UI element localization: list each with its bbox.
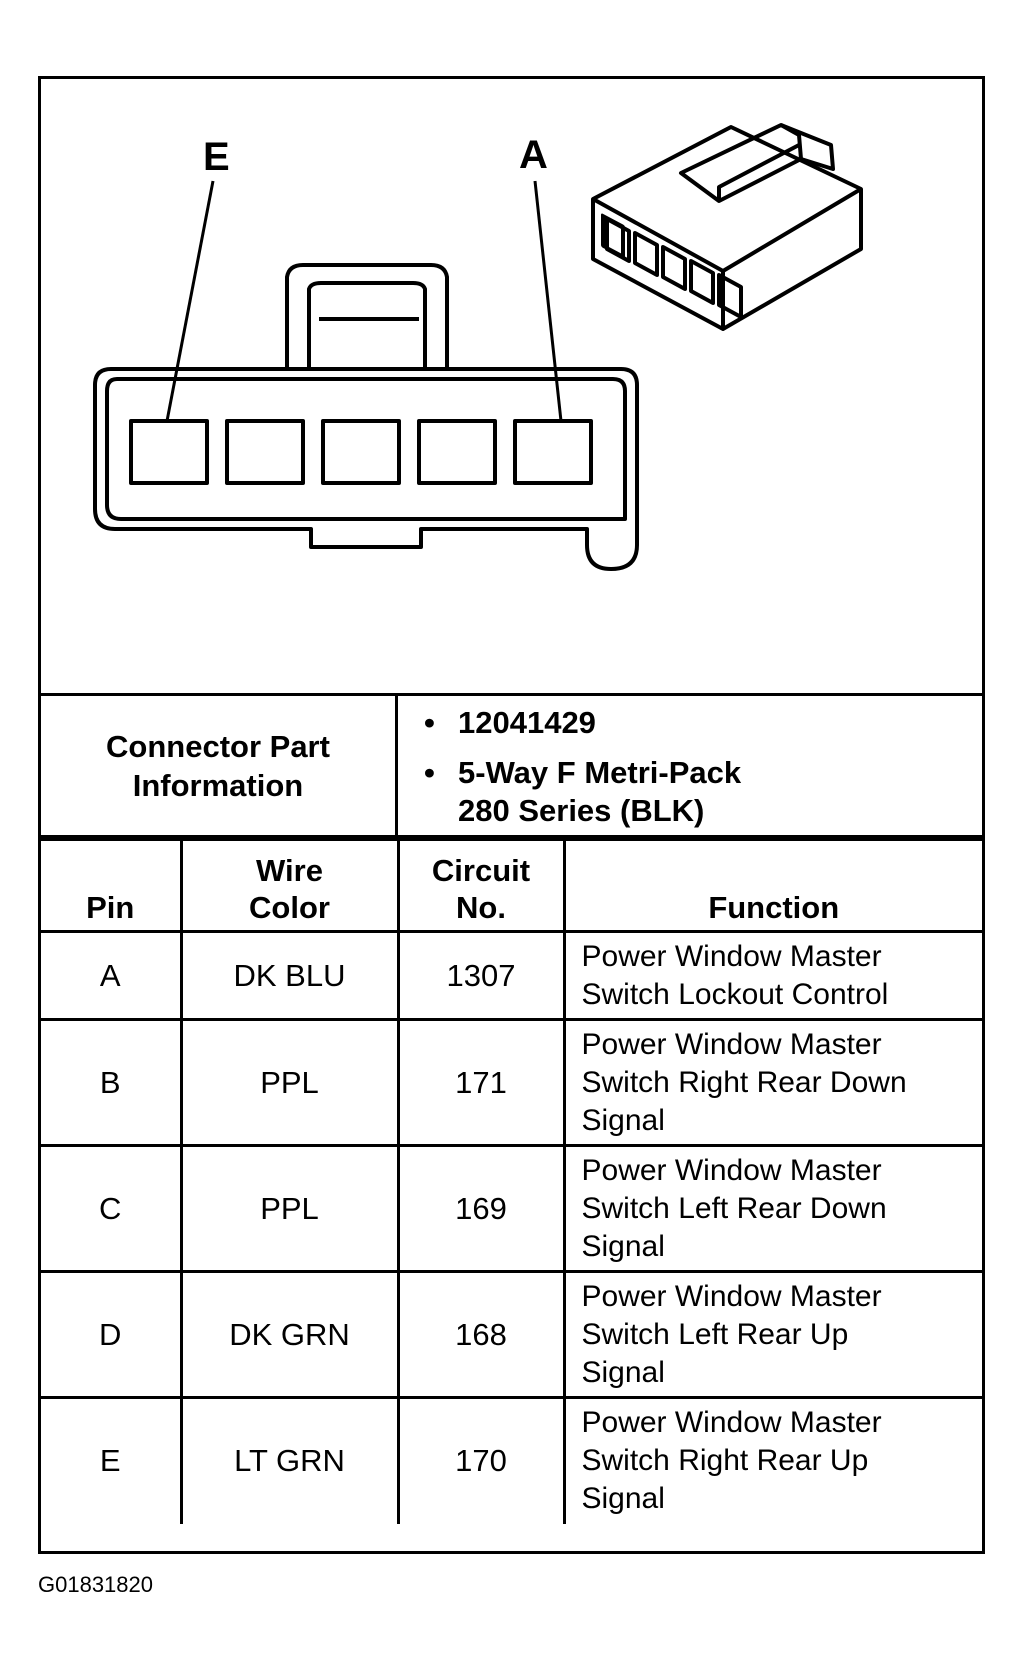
wire-color-cell: DK BLU: [181, 932, 398, 1020]
cavity-b: [419, 421, 495, 483]
pin-table: [41, 838, 982, 1524]
function-cell: Power Window Master Switch Left Rear Down Signal: [564, 1146, 982, 1272]
connector-info-values: [398, 696, 982, 835]
part-number-item: [458, 704, 982, 742]
function-cell: Power Window Master Switch Left Rear Up Signal: [564, 1272, 982, 1398]
cavity-a: [515, 421, 591, 483]
header-circuit-no: Circuit No.: [398, 840, 564, 932]
table-row: [41, 932, 982, 1020]
wire-color-cell: DK GRN: [181, 1272, 398, 1398]
cavity-d: [227, 421, 303, 483]
function-cell: Power Window Master Switch Right Rear Down Signal: [564, 1020, 982, 1146]
part-number: • 12041429: [458, 705, 596, 740]
circuit-cell: 169: [398, 1146, 564, 1272]
figure-id: G01831820: [38, 1572, 153, 1597]
pin-label-a: A: [519, 133, 548, 177]
connector-info-label-line: Connector Part: [106, 728, 330, 764]
pin-cell: E: [41, 1398, 181, 1524]
header-wire-color: Wire Color: [181, 840, 398, 932]
header-function: Function: [564, 840, 982, 932]
table-row: [41, 1146, 982, 1272]
connector-type-line: 280 Series (BLK): [458, 793, 705, 828]
circuit-cell: 168: [398, 1272, 564, 1398]
leader-line-e: [167, 181, 213, 421]
circuit-cell: 171: [398, 1020, 564, 1146]
connector-isometric-view: [593, 125, 861, 329]
wire-color-cell: PPL: [181, 1020, 398, 1146]
pin-table-header: [41, 840, 982, 932]
pin-cell: A: [41, 932, 181, 1020]
connector-type-line: • 5-Way F Metri-Pack: [458, 755, 742, 790]
connector-type-item: [458, 754, 982, 830]
pin-cell: D: [41, 1272, 181, 1398]
circuit-cell: 1307: [398, 932, 564, 1020]
circuit-cell: 170: [398, 1398, 564, 1524]
connector-body: [95, 369, 637, 569]
wire-color-cell: LT GRN: [181, 1398, 398, 1524]
wire-color-cell: PPL: [181, 1146, 398, 1272]
cavity-e: [131, 421, 207, 483]
function-cell: Power Window Master Switch Right Rear Up Signal: [564, 1398, 982, 1524]
table-row: [41, 1398, 982, 1524]
connector-info-row: [41, 693, 982, 838]
table-row: [41, 1020, 982, 1146]
table-row: [41, 1272, 982, 1398]
leader-line-a: [535, 181, 561, 421]
diagram-frame: [38, 76, 985, 1554]
header-pin: Pin: [41, 840, 181, 932]
connector-info-label-line: Information: [132, 767, 304, 803]
function-cell: Power Window Master Switch Lockout Control: [564, 932, 982, 1020]
connector-face-drawing: [41, 79, 982, 694]
pin-cell: C: [41, 1146, 181, 1272]
connector-info-label: [41, 696, 398, 835]
connector-diagram: [41, 79, 982, 694]
cavity-c: [323, 421, 399, 483]
pin-cell: B: [41, 1020, 181, 1146]
pin-label-e: E: [203, 135, 230, 179]
